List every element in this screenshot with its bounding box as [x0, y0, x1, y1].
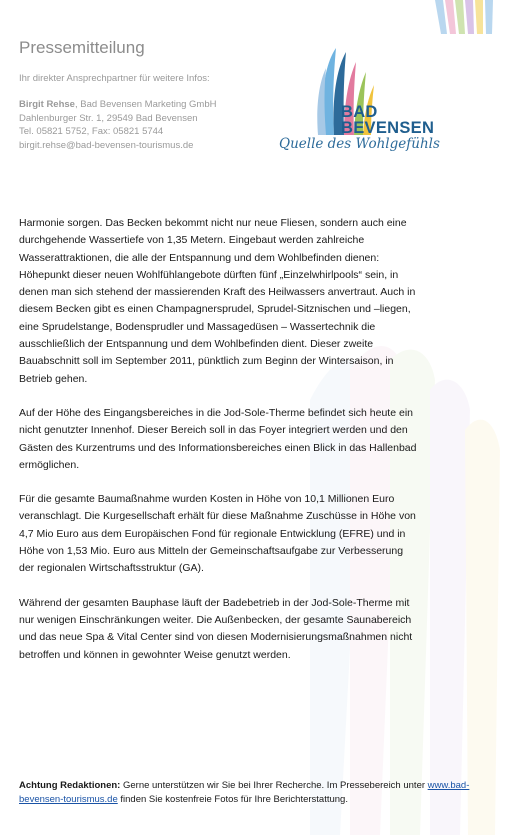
body-paragraph-3: Für die gesamte Baumaßnahme wurden Kosten in Höhe von 10,1 Millionen Euro veranschlagt. Die Kurgesellschaft erhält für diese Maßnahme Zuschüsse in Höhe von 4,7 Mio Euro aus dem Europäischen Fond für regionale Entwicklung (EFRE) und in Höhe von 1,53 Mio. Euro aus Mitteln der Gemeinschaftsaufgabe zur Verbesserung der regionalen Wirtschaftsstruktur (GA).: [19, 493, 416, 575]
editor-note-label: Achtung Redaktionen:: [19, 780, 121, 791]
decorative-stripes-top: [431, 0, 497, 34]
contact-phone: Tel. 05821 5752, Fax: 05821 5744: [19, 126, 164, 137]
logo-wordmark-bad: BAD: [341, 103, 378, 121]
logo-tagline: Quelle des Wohlgefühls: [279, 136, 440, 152]
logo-wordmark-bevensen: BEVENSEN: [341, 119, 435, 137]
editor-note-text-2: finden Sie kostenfreie Fotos für Ihre Berichterstattung.: [117, 794, 348, 805]
press-body: [19, 215, 419, 681]
contact-name-line: [19, 98, 216, 112]
contact-street: Dahlenburger Str. 1, 29549 Bad Bevensen: [19, 112, 198, 124]
contact-block: [19, 98, 216, 152]
editor-note: [19, 779, 479, 807]
body-paragraph-4: Während der gesamten Bauphase läuft der Badebetrieb in der Jod-Sole-Therme mit nur wenigen Einschränkungen weiter. Die Außenbecken, der gesamte Saunabereich und das neue Spa & Vital Center sind von diesen Modernisierungsmaßnahmen nicht betroffen und können in gewohnter Weise genutzt werden.: [19, 596, 413, 661]
tourism-website-link[interactable]: www.bad-bevensen-tourismus.de: [19, 780, 470, 805]
contact-intro: Ihr direkter Ansprechpartner für weitere Infos:: [19, 73, 210, 84]
body-paragraph-2: Auf der Höhe des Eingangsbereiches in die Jod-Sole-Therme befindet sich heute ein nicht genutzter Innenhof. Dieser Bereich soll in das Foyer integriert werden und den Gästen des Kurzentrums und des Informationsbereiches einen Blick in das Hallenbad ermöglichen.: [19, 406, 417, 471]
editor-note-text-1: Gerne unterstützen wir Sie bei Ihrer Recherche. Im Pressebereich unter: [120, 780, 428, 791]
page-title: Pressemitteilung: [19, 38, 145, 57]
contact-email[interactable]: birgit.rehse@bad-bevensen-tourismus.de: [19, 139, 194, 151]
contact-org: , Bad Bevensen Marketing GmbH: [74, 99, 217, 110]
bad-bevensen-logo: [276, 40, 466, 158]
contact-name: Birgit Rehse: [19, 99, 75, 110]
body-paragraph-1: Harmonie sorgen. Das Becken bekommt nicht nur neue Fliesen, sondern auch eine durchgehende Wassertiefe von 1,35 Metern. Eingebaut werden zahlreiche Wasserattraktionen, die alle der Entspannung und dem Wohlbefinden dienen: Höhepunkt dieser neuen Wohlfühlangebote dürften fünf „Einzelwhirlpools“ sein, in denen man sich stehend der massierenden Kraft des Heilwassers anvertraut. Auch in diesem Becken gibt es einen Champagnersprudel, Sprudel-Sitznischen und –liegen, eine Sprudelstange, Bodensprudler und Massagedüsen – Wassertechnik die ausschließlich der Entspannung und dem Wohlbefinden dient. Dieser zweite Bauabschnitt soll im September 2011, pünktlich zum Beginn der Wintersaison, in Betrieb gehen.: [19, 217, 416, 385]
